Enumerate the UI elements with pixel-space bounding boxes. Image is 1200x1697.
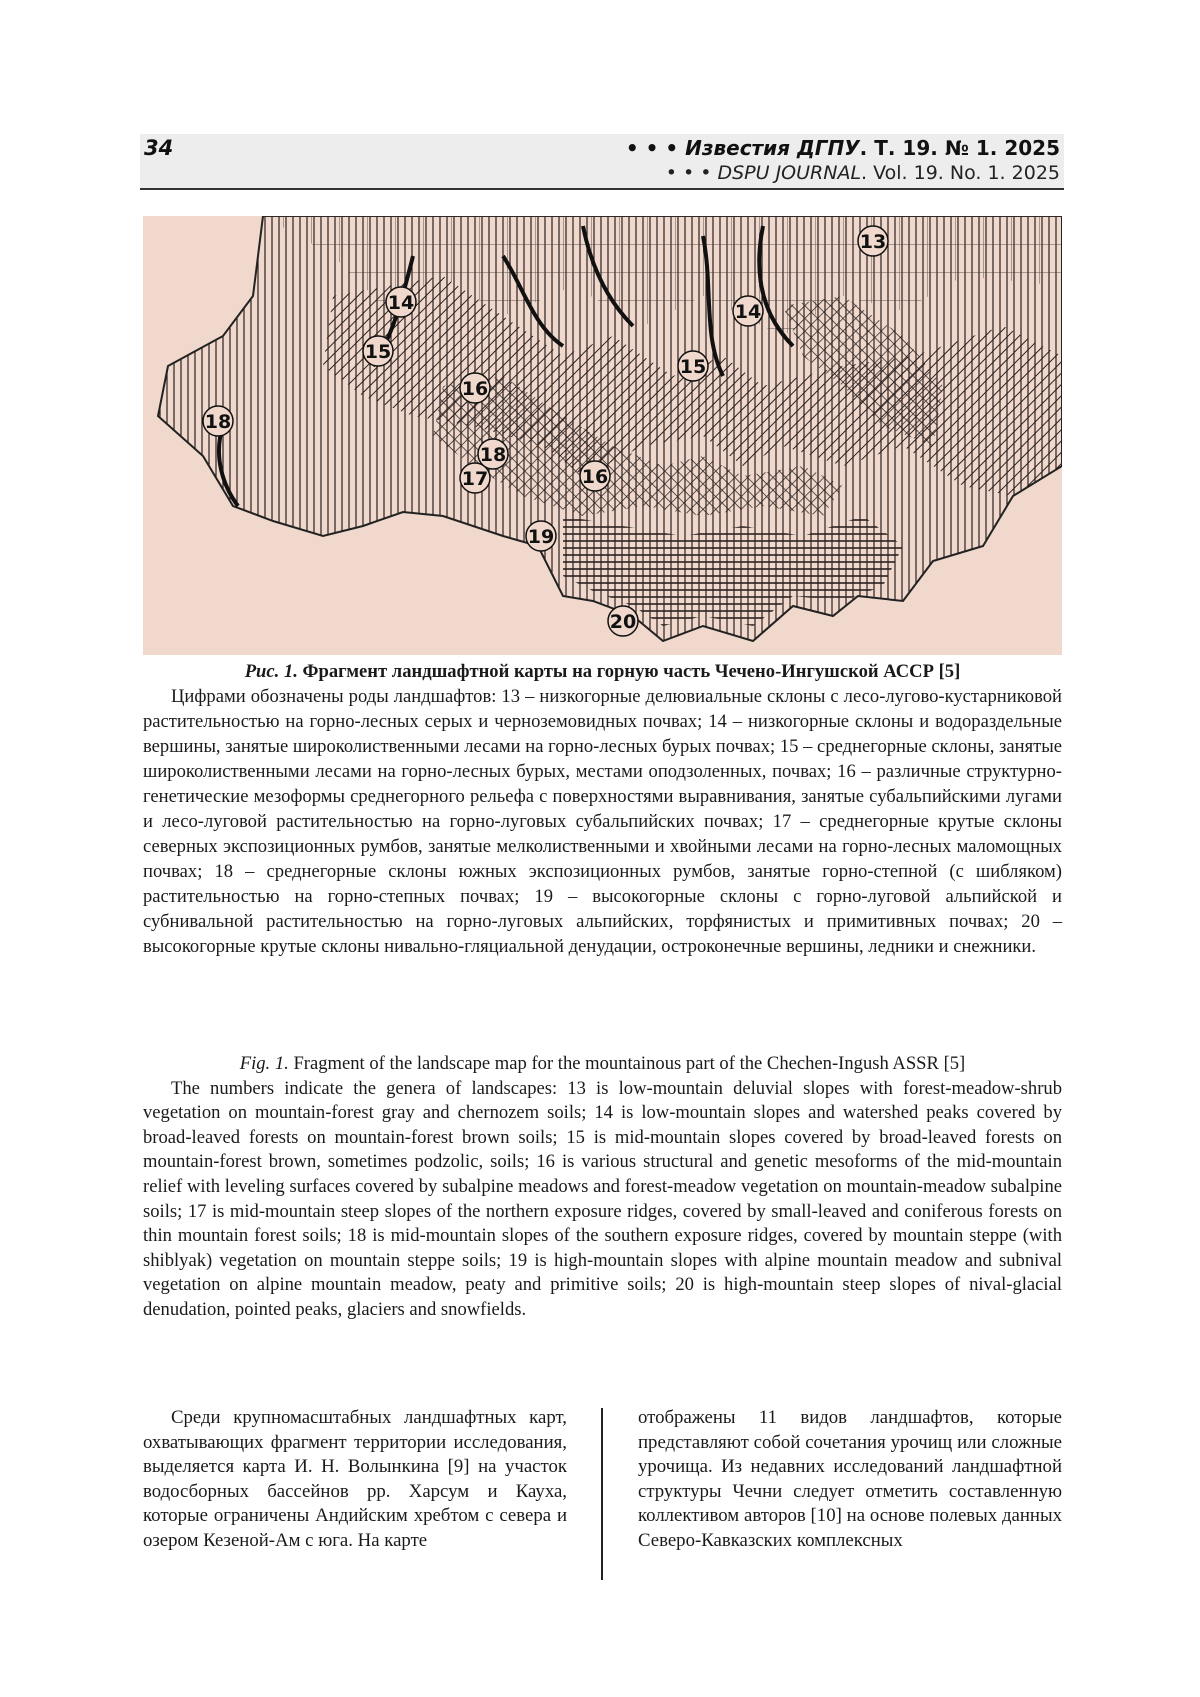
caption-body-en: The numbers indicate the genera of landscapes: 13 is low-mountain deluvial slopes with forest-meadow-shrub vegetation on mountain-forest gray and chernozem soils; 14 is low-mountain slopes and watershed peaks covered by broad-leaved forests on mountain-forest brown soils; 15 is mid-mountain slopes covered by broad-leaved forests on mountain-forest brown, sometimes podzolic, soils; 16 is various structural and genetic mesoforms of the mid-mountain relief with leveling surfaces covered by subalpine meadows and forest-meadow vegetation on mountain-meadow subalpine soils; 17 is mid-mountain steep slopes of the northern exposure ridges, covered by small-leaved and coniferous forests on thin mountain forest soils; 18 is mid-mountain slopes of the southern exposure ridges, covered by mountain steppe (with shiblyak) vegetation on mountain steppe soils; 19 is high-mountain slopes with alpine mountain meadow and subnival vegetation on alpine mountain meadow, peaty and primitive soils; 20 is high-mountain steep slopes of nival-glacial denudation, pointed peaks, glaciers and snowfields. bbox=[143, 1077, 1062, 1323]
figure-caption-ru bbox=[143, 659, 1062, 959]
journal-title-en: • • • DSPU JOURNAL. Vol. 19. No. 1. 2025 bbox=[666, 162, 1060, 184]
map-label-14b: 14 bbox=[735, 301, 761, 323]
map-label-18b: 18 bbox=[480, 444, 506, 466]
body-paragraph: отображены 11 видов ландшафтов, которые представляют собой сочетания урочищ или сложные урочища. Из недавних исследований ландшафтной структуры Чечни следует отметить составленную коллективом авторов [10] на основе полевых данных Северо-Кавказских комплексных bbox=[638, 1406, 1062, 1554]
body-column-right bbox=[638, 1406, 1062, 1554]
caption-title-en: Fig. 1. Fragment of the landscape map for the mountainous part of the Chechen-Ingush ASSR [5] bbox=[143, 1052, 1062, 1077]
page-number: 34 bbox=[144, 136, 173, 160]
journal-title-ru: • • • Известия ДГПУ. Т. 19. № 1. 2025 bbox=[626, 136, 1060, 160]
map-label-13: 13 bbox=[860, 231, 886, 253]
running-header bbox=[140, 134, 1064, 190]
map-label-15b: 15 bbox=[680, 356, 706, 378]
caption-title-ru: Рис. 1. Фрагмент ландшафтной карты на горную часть Чечено-Ингушской АССР [5] bbox=[143, 659, 1062, 684]
map-label-20: 20 bbox=[610, 611, 636, 633]
map-label-15a: 15 bbox=[365, 341, 391, 363]
caption-body-ru: Цифрами обозначены роды ландшафтов: 13 – низкогорные делювиальные склоны с лесо-лугово-кустарниковой растительностью на горно-лесных серых и черноземовидных почвах; 14 – низкогорные склоны и водораздельные вершины, занятые широколиственными лесами на горно-лесных бурых почвах; 15 – среднегорные склоны, занятые широколиственными лесами на горно-лесных бурых, местами оподзоленных, почвах; 16 – различные структурно-генетические мезоформы среднегорного рельефа с поверхностями выравнивания, занятые субальпийскими лугами и лесо-луговой растительностью на горно-луговых субальпийских почвах; 17 – среднегорные крутые склоны северных экспозиционных румбов, занятые мелколиственными и хвойными лесами на горно-лесных маломощных почвах; 18 – среднегорные склоны южных экспозиционных румбов, занятые горно-степной (с шибляком) растительностью на горно-степных почвах; 19 – высокогорные склоны с горно-луговой альпийской и субнивальной растительностью на горно-луговых альпийских, торфянистых и примитивных почвах; 20 – высокогорные крутые склоны нивально-гляциальной денудации, остроконечные вершины, ледники и снежники. bbox=[143, 684, 1062, 959]
map-label-18a: 18 bbox=[205, 411, 231, 433]
body-paragraph: Среди крупномасштабных ландшафтных карт, охватывающих фрагмент территории исследования, выделяется карта И. Н. Волынкина [9] на участок водосборных бассейнов рр. Харсум и Кауха, которые ограничены Андийским хребтом с севера и озером Кезеной-Ам с юга. На карте bbox=[143, 1406, 567, 1554]
column-divider bbox=[601, 1408, 603, 1580]
figure-caption-en bbox=[143, 1052, 1062, 1323]
landscape-map-figure bbox=[143, 216, 1062, 655]
body-column-left bbox=[143, 1406, 567, 1554]
landscape-map bbox=[143, 216, 1062, 655]
map-label-16a: 16 bbox=[462, 378, 488, 400]
map-label-19: 19 bbox=[528, 526, 554, 548]
map-label-16b: 16 bbox=[582, 466, 608, 488]
map-label-14a: 14 bbox=[388, 292, 414, 314]
map-label-17: 17 bbox=[462, 468, 488, 490]
